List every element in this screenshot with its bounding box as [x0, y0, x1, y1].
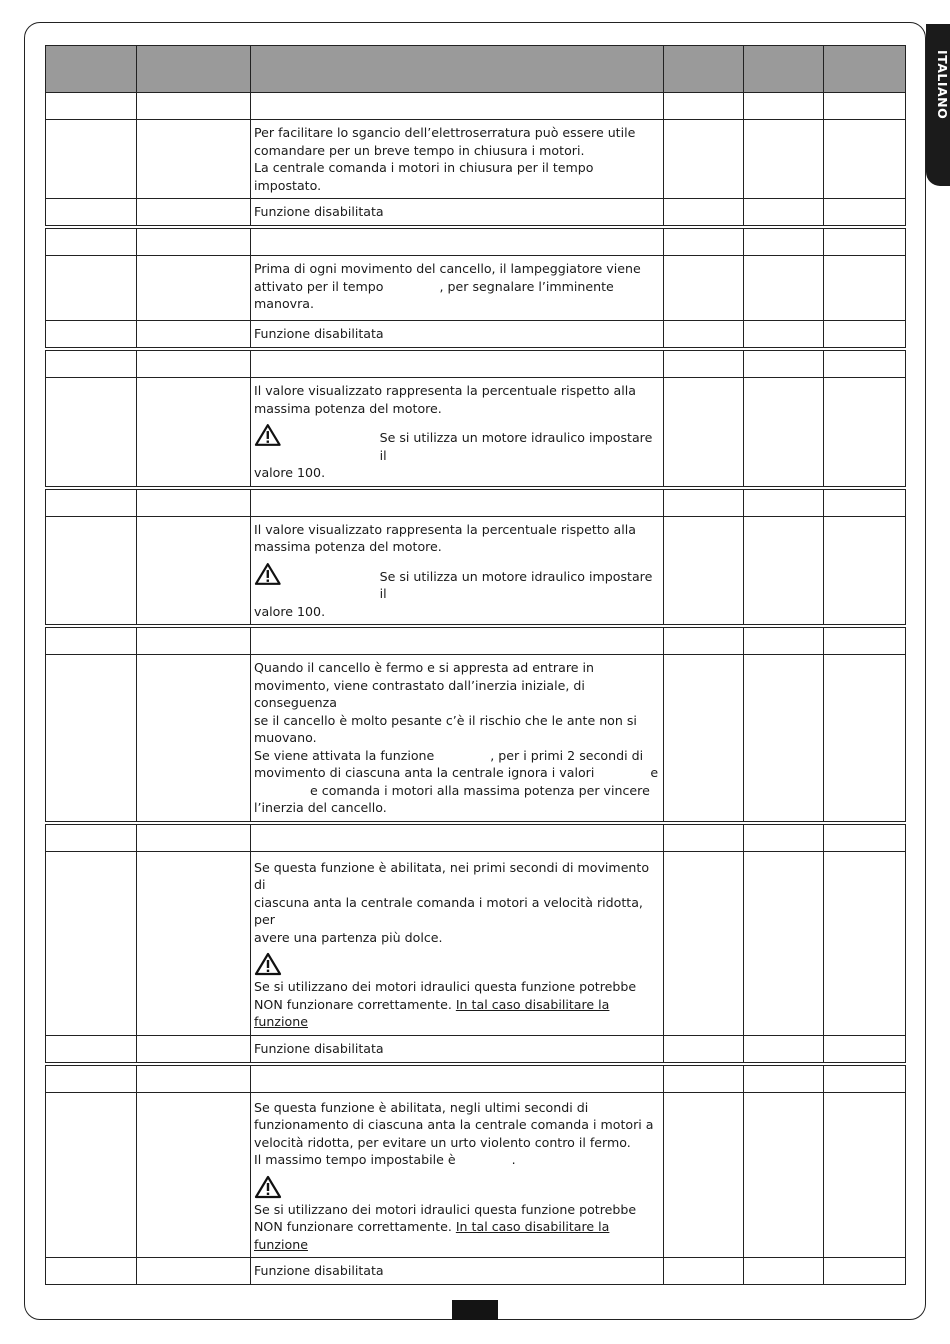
warning-icon: [254, 562, 282, 586]
table-row: [46, 824, 906, 851]
desc-line: massima potenza del motore.: [254, 400, 442, 416]
language-tab-label: ITALIANO: [935, 50, 950, 120]
table-row: [46, 1258, 906, 1285]
header-cell: [664, 46, 744, 93]
header-cell: [137, 46, 251, 93]
desc-line: velocità ridotta, per evitare un urto violento contro il fermo.: [254, 1134, 631, 1150]
warning-text: [254, 996, 659, 1031]
desc-line: se il cancello è molto pesante c’è il rischio che le ante non si: [254, 712, 637, 728]
table-row: [46, 655, 906, 822]
disabled-cell: [251, 1258, 664, 1285]
desc-line: Se questa funzione è abilitata, nei primi secondi di movimento di: [254, 859, 650, 892]
warning-icon: [254, 423, 282, 447]
language-tab: [926, 24, 950, 186]
desc-line: Prima di ogni movimento del cancello, il lampeggiatore viene: [254, 261, 641, 276]
warning-text: valore 100.: [254, 465, 326, 480]
desc-line: funzionamento di ciascuna anta la centrale comanda i motori a: [254, 1117, 654, 1132]
desc-line: movimento, viene contrastato dall’inerzia iniziale, di conseguenza: [254, 677, 585, 710]
description-cell: [251, 655, 664, 822]
table-row: [46, 229, 906, 256]
warning-text-part: NON funzionare correttamente.: [254, 996, 456, 1012]
disabled-label: Funzione disabilitata: [254, 1263, 384, 1278]
table-row: [46, 321, 906, 348]
desc-line: manovra.: [254, 296, 315, 311]
desc-line: avere una partenza più dolce.: [254, 929, 443, 945]
desc-line: l’inerzia del cancello.: [254, 800, 387, 815]
table-row: [46, 256, 906, 321]
disabled-cell: [251, 199, 664, 226]
description-cell: [251, 851, 664, 1035]
desc-line: La centrale comanda i motori in chiusura per il tempo impostato.: [254, 160, 594, 193]
disabled-cell: [251, 321, 664, 348]
table-row: [46, 489, 906, 516]
header-cell: [744, 46, 824, 93]
disabled-label: Funzione disabilitata: [254, 1040, 384, 1056]
disabled-label: Funzione disabilitata: [254, 204, 384, 219]
table-row: [46, 516, 906, 625]
desc-line: Se questa funzione è abilitata, negli ultimi secondi di: [254, 1099, 589, 1115]
table-row: [46, 199, 906, 226]
disabled-label: Funzione disabilitata: [254, 326, 384, 341]
table-row: [46, 1035, 906, 1062]
table-row: [46, 93, 906, 120]
description-cell: [251, 1092, 664, 1258]
disabled-cell: [251, 1035, 664, 1062]
desc-line: e comanda i motori alla massima potenza per vincere: [254, 782, 650, 798]
header-cell: [46, 46, 137, 93]
table-row: [46, 628, 906, 655]
desc-line: massima potenza del motore.: [254, 539, 442, 554]
table-row: [46, 1065, 906, 1092]
description-cell: [251, 120, 664, 199]
warning-text-underlined: In tal caso disabilitare la funzione: [254, 1219, 610, 1252]
description-cell: [251, 516, 664, 625]
warning-icon: [254, 952, 282, 976]
warning-text: valore 100.: [254, 603, 326, 619]
desc-line: attivato per il tempo , per segnalare l’imminente: [254, 278, 614, 294]
warning-text: Se si utilizza un motore idraulico impostare il: [379, 568, 653, 601]
warning-text: Se si utilizzano dei motori idraulici questa funzione potrebbe: [254, 1201, 637, 1217]
desc-line: Il valore visualizzato rappresenta la percentuale rispetto alla: [254, 521, 636, 537]
table-row: [46, 378, 906, 487]
desc-line: Per facilitare lo sgancio dell’elettroserratura può essere utile: [254, 125, 636, 140]
page-number-box: [452, 1300, 498, 1320]
table-row: [46, 120, 906, 199]
parameters-table: [45, 45, 906, 1285]
desc-line: Il valore visualizzato rappresenta la percentuale rispetto alla: [254, 383, 636, 398]
warning-text: Se si utilizzano dei motori idraulici questa funzione potrebbe: [254, 979, 637, 994]
desc-line: ciascuna anta la centrale comanda i motori a velocità ridotta, per: [254, 894, 643, 927]
warning-text: Se si utilizza un motore idraulico impostare il: [379, 430, 653, 463]
header-cell: [824, 46, 906, 93]
desc-line: Quando il cancello è fermo e si appresta ad entrare in: [254, 660, 594, 675]
description-cell: [251, 378, 664, 487]
table-row: [46, 351, 906, 378]
table-row: [46, 1092, 906, 1258]
desc-line: muovano.: [254, 730, 317, 745]
desc-line: movimento di ciascuna anta la centrale ignora i valori e: [254, 765, 659, 780]
desc-line: Se viene attivata la funzione , per i primi 2 secondi di: [254, 747, 644, 763]
warning-text: [254, 1218, 659, 1253]
warning-text-underlined: In tal caso disabilitare la funzione: [254, 996, 610, 1029]
description-cell: [251, 256, 664, 321]
warning-icon: [254, 1175, 282, 1199]
desc-line: comandare per un breve tempo in chiusura i motori.: [254, 142, 585, 158]
table-row: [46, 851, 906, 1035]
table-header: [46, 46, 906, 93]
warning-text-part: NON funzionare correttamente.: [254, 1219, 456, 1234]
header-cell: [251, 46, 664, 93]
desc-line: Il massimo tempo impostabile è .: [254, 1152, 516, 1167]
